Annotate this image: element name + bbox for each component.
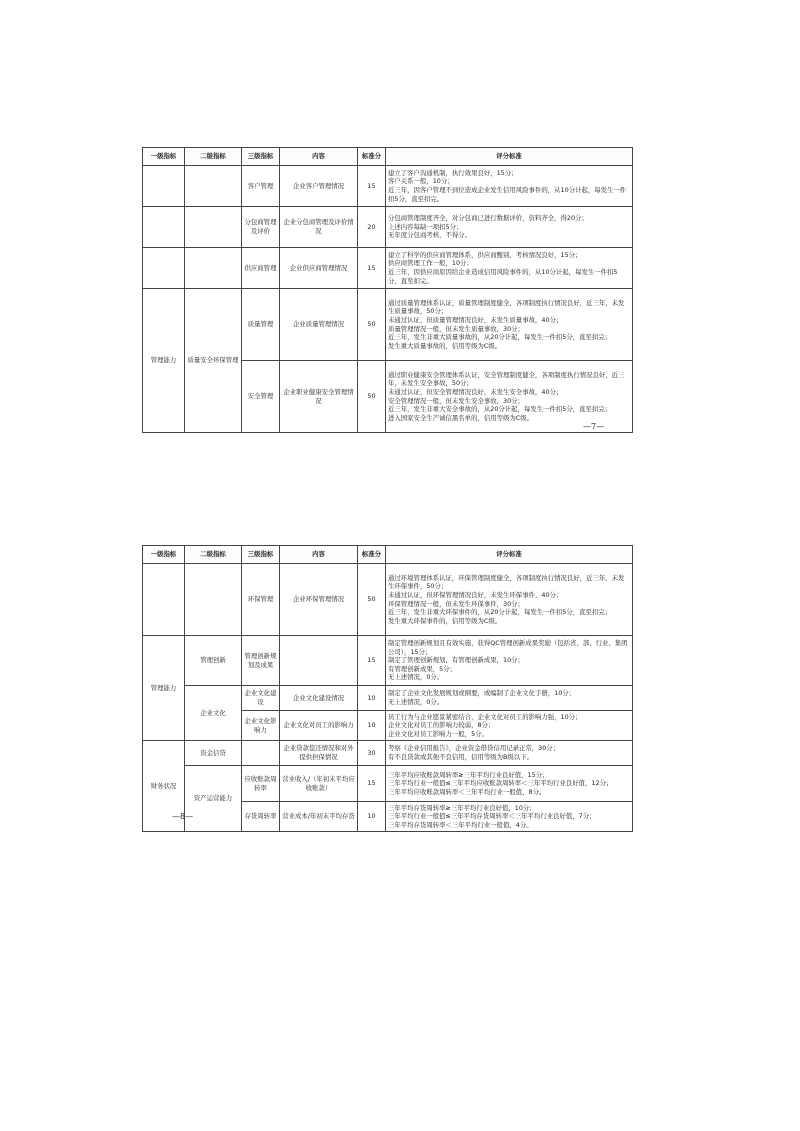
criteria-line: 上述内容每缺一项扣5分； — [388, 222, 463, 231]
criteria-cell — [386, 802, 633, 832]
score-cell: 15 — [358, 166, 386, 207]
table-row — [143, 207, 633, 248]
content-cell: 企业分包商管理及评价情况 — [280, 207, 358, 248]
criteria-line: 环保管理情况一般，但未发生环保事件，30分； — [388, 599, 524, 608]
criteria-line: 三年平均存货周转率≥三年平均行业良好值，10分； — [388, 803, 536, 812]
score-cell: 50 — [358, 564, 386, 636]
level2-cell: 资产运营能力 — [185, 766, 242, 832]
score-cell: 10 — [358, 802, 386, 832]
criteria-cell — [386, 166, 633, 207]
header-level3: 三级指标 — [242, 546, 280, 564]
content-cell: 企业文化对员工的影响力 — [280, 711, 358, 741]
criteria-line: 考察《企业信用报告》，企业资金借贷信用记录正常，30分； — [388, 744, 560, 753]
page7-scoring-table — [142, 147, 633, 433]
content-cell: 企业环保管理情况 — [280, 564, 358, 636]
criteria-line: 三年平均行业一般值≤三年平均存货周转率＜三年平均行业良好值，7分； — [388, 812, 596, 821]
criteria-line: 无上述情况，0分。 — [388, 673, 444, 682]
level3-cell: 环保管理 — [242, 564, 280, 636]
criteria-line: 无上述情况，0分。 — [388, 698, 444, 706]
content-cell: 企业职业健康安全管理情况 — [280, 361, 358, 433]
level1-cell: 财务状况 — [143, 741, 185, 832]
level2-cell: 质量安全环保管理 — [185, 289, 242, 433]
header-level2: 二级指标 — [185, 148, 242, 166]
criteria-line: 发生重大质量事故的，信用等级为C级。 — [388, 341, 502, 350]
score-cell: 15 — [358, 248, 386, 289]
content-cell: 企业质量管理情况 — [280, 289, 358, 361]
criteria-line: 发生重大环保事件的，信用等级为C级。 — [388, 616, 502, 625]
score-cell: 15 — [358, 766, 386, 802]
page-number: —7— — [583, 422, 605, 431]
header-level2: 二级指标 — [185, 546, 242, 564]
level3-cell: 应收账款周转率 — [242, 766, 280, 802]
level1-cell — [143, 207, 185, 248]
criteria-cell — [386, 289, 633, 361]
level2-cell — [185, 166, 242, 207]
level2-cell — [185, 207, 242, 248]
level1-cell — [143, 166, 185, 207]
criteria-cell — [386, 686, 633, 711]
criteria-line: 制定管理创新规划且有效实施，获得QC管理创新成果奖励（包括省、部、行业、集团公司），15分； — [388, 638, 628, 656]
content-cell: 营业成本/年初末平均存货 — [280, 802, 358, 832]
criteria-cell — [386, 741, 633, 766]
table-row — [143, 289, 633, 361]
criteria-line: 近三年，发生非重大质量事故的，从20分计起，每发生一件扣5分，直至扣完； — [388, 333, 612, 342]
level1-cell: 管理能力 — [143, 289, 185, 433]
level3-cell: 质量管理 — [242, 289, 280, 361]
criteria-line: 通过职业健康安全管理体系认证，安全管理制度健全，各项制度执行情况良好，近三年，未发生安全事故，50分； — [388, 370, 625, 388]
criteria-line: 分包商管理制度齐全，对分包商已进行数据评价，资料齐全，得20分； — [388, 214, 588, 223]
level1-cell — [143, 564, 185, 636]
criteria-cell — [386, 766, 633, 802]
criteria-line: 质量管理情况一般，但未发生质量事故，30分； — [388, 324, 524, 333]
level3-cell: 客户管理 — [242, 166, 280, 207]
table-header-row — [143, 148, 633, 166]
page8-scoring-table — [142, 545, 633, 832]
criteria-line: 建立了科学的供应商管理体系，供应商甄别、考核情况良好，15分； — [388, 250, 582, 259]
level3-cell: 管理创新规划及成果 — [242, 636, 280, 686]
content-cell: 企业供应商管理情况 — [280, 248, 358, 289]
criteria-line: 企业文化对员工的影响力较弱，8分； — [388, 721, 495, 730]
criteria-line: 近三年，发生非重大安全事故的，从20分计起，每发生一件扣5分，直至扣完； — [388, 405, 612, 414]
criteria-line: 建立了客户沟通机制，执行效果良好，15分； — [388, 168, 518, 177]
criteria-line: 企业文化对员工影响力一般，5分。 — [388, 729, 488, 738]
level2-cell — [185, 564, 242, 636]
table-header-row — [143, 546, 633, 564]
score-cell: 15 — [358, 636, 386, 686]
header-score: 标准分 — [358, 546, 386, 564]
score-cell: 10 — [358, 686, 386, 711]
criteria-line: 未通过认证，但质量管理情况良好，未发生质量事故，40分； — [388, 315, 563, 324]
score-cell: 10 — [358, 711, 386, 741]
criteria-cell — [386, 711, 633, 741]
criteria-line: 制定了管理创新规划，有管理创新成果，10分； — [388, 656, 524, 665]
level3-cell: 分包商管理及评价 — [242, 207, 280, 248]
table-row — [143, 564, 633, 636]
level3-cell: 企业文化建设 — [242, 686, 280, 711]
level3-cell: 存货周转率 — [242, 802, 280, 832]
criteria-line: 制定了企业文化发展规划或纲要，或编制了企业文化手册，10分； — [388, 689, 576, 698]
table-row — [143, 248, 633, 289]
table-row — [143, 686, 633, 711]
level1-cell — [143, 248, 185, 289]
criteria-line: 无年度分包商考核，不得分。 — [388, 231, 472, 240]
level1-cell: 管理能力 — [143, 636, 185, 741]
score-cell: 30 — [358, 741, 386, 766]
criteria-line: 有管理创新成果，5分； — [388, 664, 456, 673]
criteria-line: 三年平均行业一般值≤三年平均应收账款周转率＜三年平均行业良好值，12分； — [388, 779, 613, 788]
level3-cell: 供应商管理 — [242, 248, 280, 289]
criteria-line: 三年平均应收账款周转率≥三年平均行业良好值，15分； — [388, 770, 549, 779]
criteria-line: 未通过认证，但安全管理情况良好，未发生安全事故，40分； — [388, 387, 563, 396]
criteria-line: 通过环境管理体系认证，环保管理制度健全，各项制度执行情况良好，近三年，未发生环保事件，50分； — [388, 573, 625, 591]
content-cell: 营业收入/（年初末平均应收账款） — [280, 766, 358, 802]
criteria-cell — [386, 564, 633, 636]
criteria-line: 近三年，因供应商原因给企业造成信用风险事件的，从10分计起，每发生一件扣5分，直至扣完。 — [388, 268, 618, 285]
level2-cell: 资金信贷 — [185, 741, 242, 766]
level3-cell: 企业文化影响力 — [242, 711, 280, 741]
criteria-line: 供应商管理工作一般，10分； — [388, 259, 473, 268]
header-level3: 三级指标 — [242, 148, 280, 166]
content-cell: 企业文化建设情况 — [280, 686, 358, 711]
criteria-line: 近三年，发生非重大环保事件的，从20分计起，每发生一件扣5分，直至扣完； — [388, 608, 612, 617]
level2-cell: 企业文化 — [185, 686, 242, 741]
level3-cell — [242, 741, 280, 766]
criteria-line: 进入国家安全生产诚信黑名单的，信用等级为C级。 — [388, 413, 534, 422]
criteria-line: 未通过认证，但环保管理情况良好，未发生环保事件，40分； — [388, 590, 563, 599]
criteria-line: 三年平均存货周转率＜三年平均行业一般值，4分。 — [388, 820, 533, 829]
table-row — [143, 741, 633, 766]
level2-cell — [185, 248, 242, 289]
content-cell: 企业客户管理情况 — [280, 166, 358, 207]
header-score: 标准分 — [358, 148, 386, 166]
header-criteria: 评分标准 — [386, 546, 633, 564]
criteria-line: 有不良贷款或其他不良信用，信用等级为B级以下。 — [388, 753, 533, 761]
criteria-cell — [386, 636, 633, 686]
level3-cell: 安全管理 — [242, 361, 280, 433]
header-level1: 一级指标 — [143, 546, 185, 564]
criteria-line: 安全管理情况一般，但未发生安全事故，30分； — [388, 396, 524, 405]
header-content: 内容 — [280, 148, 358, 166]
table-row — [143, 166, 633, 207]
page-number: —8— — [172, 812, 194, 821]
table-row — [143, 766, 633, 802]
criteria-line: 员工行为与企业愿景紧密结合，企业文化对员工的影响力强，10分； — [388, 712, 582, 721]
criteria-line: 客户关系一般，10分； — [388, 177, 454, 186]
criteria-line: 三年平均应收账款周转率＜三年平均行业一般值，8分。 — [388, 787, 546, 796]
score-cell: 20 — [358, 207, 386, 248]
criteria-cell — [386, 207, 633, 248]
criteria-line: 通过质量管理体系认证，质量管理制度健全，各项制度执行情况良好，近三年，未发生质量事故，50分； — [388, 298, 625, 316]
score-cell: 50 — [358, 361, 386, 433]
content-cell: 企业贷款偿还情况和对外提供担保情况 — [280, 741, 358, 766]
content-cell — [280, 636, 358, 686]
header-level1: 一级指标 — [143, 148, 185, 166]
criteria-cell — [386, 248, 633, 289]
criteria-line: 近三年，因客户管理不到位造成企业发生信用风险事件的，从10分计起，每发生一件扣5分，直至扣完。 — [388, 186, 627, 203]
level2-cell: 管理创新 — [185, 636, 242, 686]
score-cell: 50 — [358, 289, 386, 361]
header-content: 内容 — [280, 546, 358, 564]
header-criteria: 评分标准 — [386, 148, 633, 166]
table-row — [143, 636, 633, 686]
